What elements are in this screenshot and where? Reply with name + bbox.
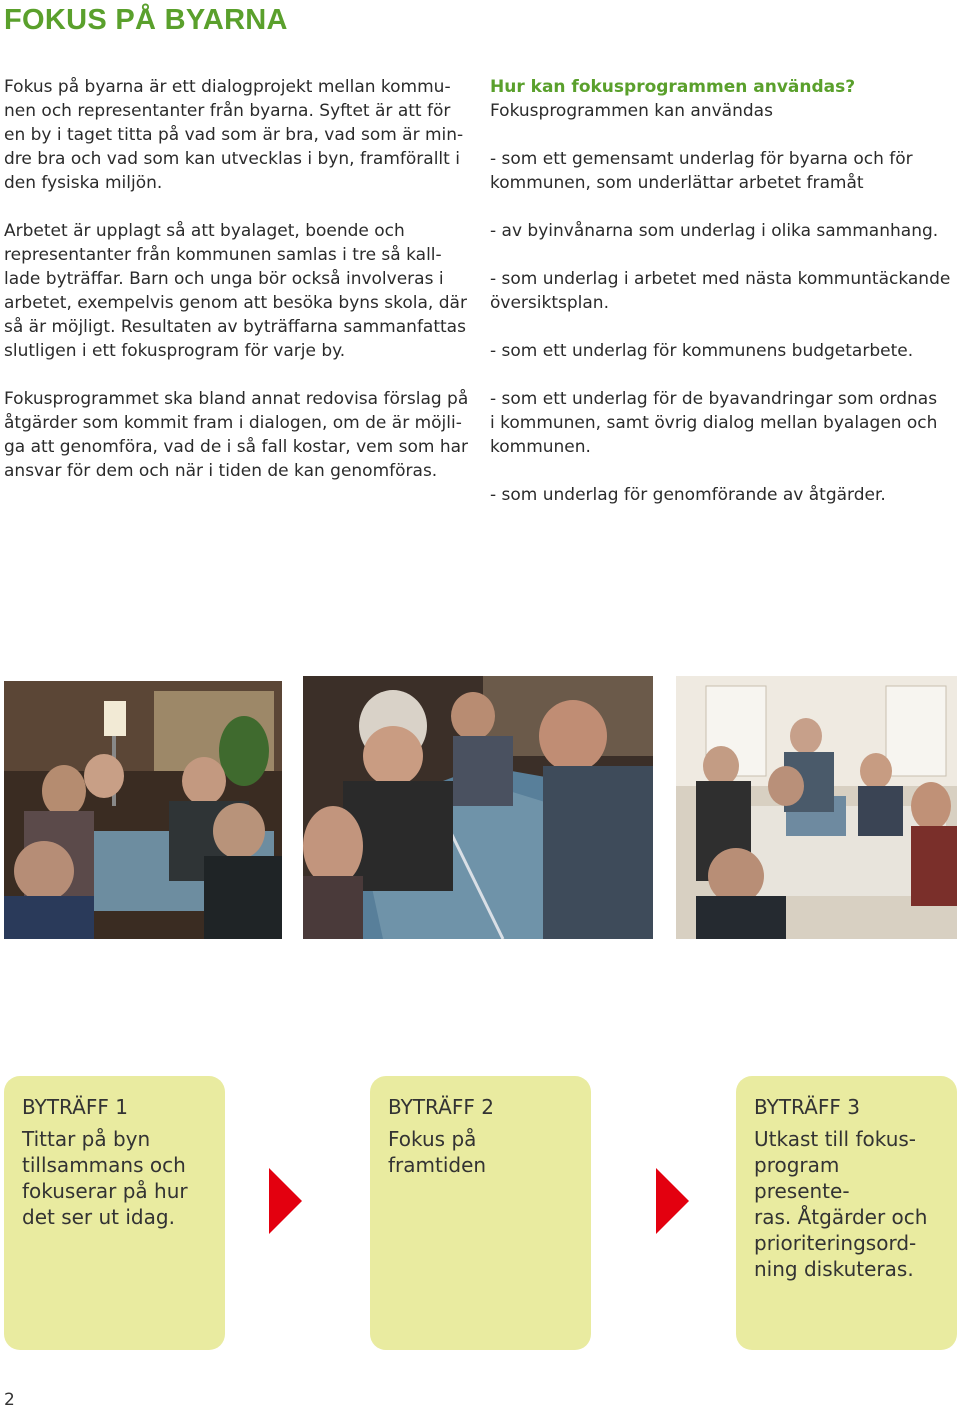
left-column — [4, 75, 474, 507]
meeting-title: BYTRÄFF 3 — [754, 1095, 860, 1119]
program-paragraph: Fokusprogrammet ska bland annat redovisa förslag på åtgärder som kommit fram i dialogen, om de är möjli- ga att genomföra, vad de i så fall kostar, vem som har ansvar för dem och när i tiden de kan genomföras. — [4, 389, 469, 481]
page-title: FOKUS PÅ BYARNA — [4, 4, 288, 36]
usage-heading: Hur kan fokusprogrammen användas? — [490, 77, 856, 97]
meeting-text: Tittar på byn tillsammans och fokuserar på hur det ser ut idag. — [22, 1127, 188, 1229]
intro-paragraph: Fokus på byarna är ett dialogprojekt mellan kommu- nen och representanter från byarna. Syftet är att för en by i taget titta på vad som är bra, vad som är min- dre bra och vad som kan utvecklas i byn, framförallt i den fysiska miljön. — [4, 77, 464, 193]
usage-intro: Fokusprogrammen kan användas — [490, 101, 773, 121]
photo-meeting-2 — [303, 676, 653, 939]
usage-item: - som ett underlag för de byavandringar som ordnas i kommunen, samt övrig dialog mellan byalagen och kommunen. — [490, 389, 938, 457]
photo-meeting-1 — [4, 681, 282, 939]
meeting-title: BYTRÄFF 1 — [22, 1095, 128, 1119]
meeting-box-3 — [736, 1076, 957, 1350]
usage-item: - som ett gemensamt underlag för byarna och för kommunen, som underlättar arbetet framåt — [490, 149, 913, 193]
usage-item: - som ett underlag för kommunens budgetarbete. — [490, 341, 914, 361]
meeting-text: Utkast till fokus- program presente- ras. Åtgärder och prioriteringsord- ning diskuteras. — [754, 1127, 928, 1281]
usage-item: - som underlag i arbetet med nästa kommuntäckande översiktsplan. — [490, 269, 951, 313]
arrow-right-icon — [656, 1168, 689, 1234]
page-number: 2 — [4, 1390, 15, 1410]
meeting-box-1 — [4, 1076, 225, 1350]
meeting-text: Fokus på framtiden — [388, 1127, 487, 1177]
work-paragraph: Arbetet är upplagt så att byalaget, boende och representanter från kommunen samlas i tre så kall- lade byträffar. Barn och unga bör också involveras i arbetet, exempelvis genom att besöka byns skola, där så är möjligt. Resultaten av byträffarna sammanfattas slutligen i ett fokusprogram för varje by. — [4, 221, 467, 361]
usage-item: - av byinvånarna som underlag i olika sammanhang. — [490, 221, 939, 241]
photo-meeting-3 — [676, 676, 957, 939]
usage-item: - som underlag för genomförande av åtgärder. — [490, 485, 886, 505]
meeting-title: BYTRÄFF 2 — [388, 1095, 494, 1119]
arrow-right-icon — [269, 1168, 302, 1234]
meeting-box-2 — [370, 1076, 591, 1350]
right-column — [490, 75, 955, 531]
